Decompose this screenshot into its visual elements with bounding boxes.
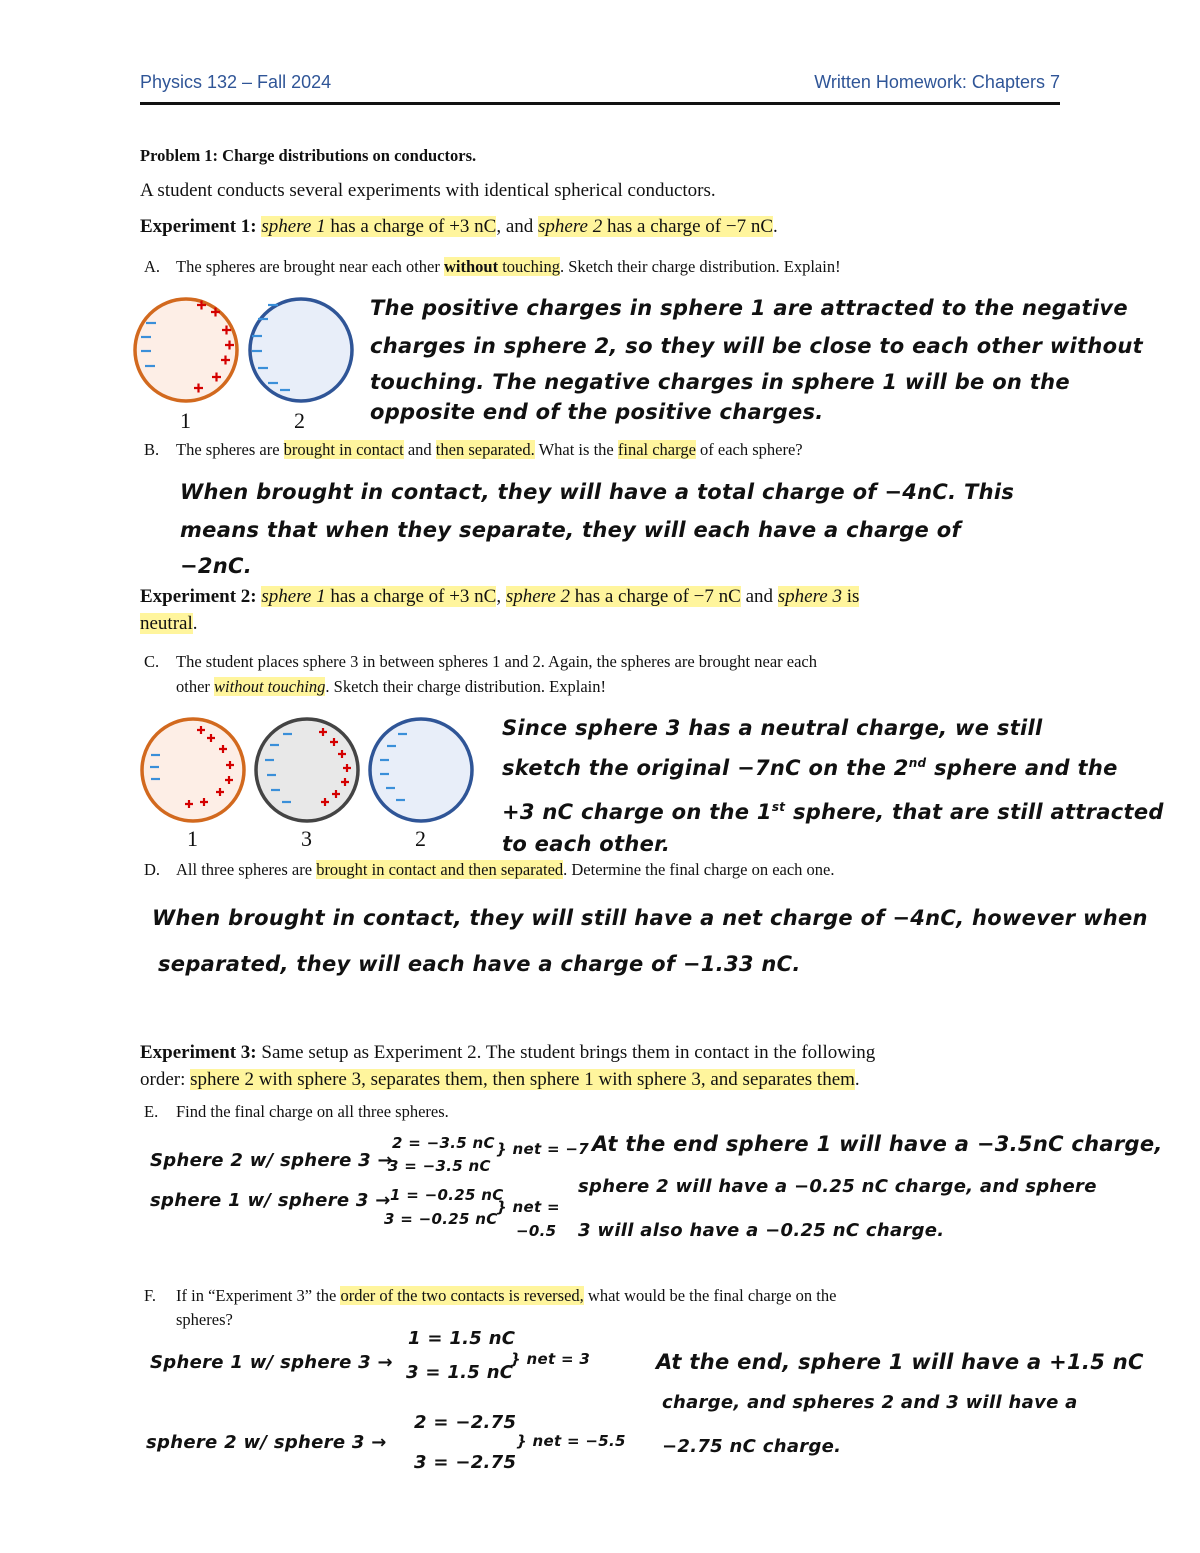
question-c-line-1: The student places sphere 3 in between spheres 1 and 2. Again, the spheres are brought near each	[176, 652, 817, 671]
experiment-2-statement	[140, 586, 859, 608]
exp1-sphere2-charge: has a charge of −7 nC	[602, 216, 773, 237]
work-e-step-1: Sphere 2 w/ sphere 3 →	[150, 1150, 393, 1171]
work-f-step-1: Sphere 1 w/ sphere 3 →	[150, 1352, 393, 1373]
exp2-sphere2-charge: has a charge of −7 nC	[570, 586, 741, 607]
work-f-net1: } net = 3	[510, 1350, 591, 1368]
work-e-r1a: 2 = −3.5 nC	[392, 1134, 495, 1152]
work-e-r1b: 3 = −3.5 nC	[388, 1157, 491, 1175]
answer-a-line-3: touching. The negative charges in sphere 1 will be on the	[370, 370, 1070, 394]
work-f-net2: } net = −5.5	[516, 1432, 626, 1450]
answer-c-line-4: to each other.	[502, 832, 671, 856]
work-f-r1a: 1 = 1.5 nC	[408, 1328, 516, 1349]
question-a-letter: A.	[144, 257, 161, 276]
qa-highlight-without: without	[444, 257, 499, 276]
qb-highlight-contact: brought in contact	[283, 440, 404, 459]
experiment-3-statement	[140, 1042, 875, 1064]
exp1-sphere1-name: sphere 1	[261, 216, 326, 237]
qc-t1: other	[176, 677, 215, 696]
diagram2-sphere-1	[142, 719, 244, 821]
answer-c-line-2-a: sketch the original −7nC on the 2	[502, 756, 909, 780]
work-e-r2b: 3 = −0.25 nC	[384, 1210, 498, 1228]
qb-highlight-final: final charge	[617, 440, 696, 459]
answer-b-line-1: When brought in contact, they will have a total charge of −4nC. This	[180, 480, 1015, 504]
question-c-letter: C.	[144, 652, 160, 671]
exp1-sep: , and	[496, 216, 539, 237]
exp3-highlight: sphere 2 with sphere 3, separates them, then sphere 1 with sphere 3, and separates them	[190, 1069, 855, 1090]
qb-t4: of each sphere?	[695, 440, 803, 459]
question-b-letter: B.	[144, 440, 160, 459]
answer-e-line-3: 3 will also have a −0.25 nC charge.	[578, 1220, 945, 1241]
diagram1-label-2: 2	[294, 408, 305, 433]
answer-b-line-2: means that when they separate, they will each have a charge of	[180, 518, 961, 542]
question-f-line-2: spheres?	[176, 1310, 233, 1329]
exp3-end: .	[854, 1069, 860, 1090]
qb-highlight-separated: then separated.	[435, 440, 535, 459]
exp2-sphere1-name: sphere 1	[261, 586, 326, 607]
qb-t3: What is the	[534, 440, 618, 459]
exp2-end: .	[192, 613, 198, 634]
sphere-diagram-1	[128, 288, 368, 434]
qd-t1: All three spheres are	[176, 860, 317, 879]
question-d-letter: D.	[144, 860, 161, 879]
header-assignment: Written Homework: Chapters 7	[814, 72, 1060, 92]
answer-c-sup-st: st	[771, 800, 786, 814]
exp2-sep2: and	[740, 586, 778, 607]
answer-c-line-1: Since sphere 3 has a neutral charge, we still	[502, 716, 1043, 740]
experiment-1-statement	[140, 216, 778, 238]
diagram1-sphere-2	[250, 299, 352, 401]
work-f-r2b: 3 = −2.75	[414, 1452, 517, 1473]
answer-f-line-1: At the end, sphere 1 will have a +1.5 nC	[656, 1350, 1144, 1374]
exp1-sphere1-charge: has a charge of +3 nC	[325, 216, 497, 237]
diagram2-label-2: 2	[415, 826, 426, 851]
answer-f-line-2: charge, and spheres 2 and 3 will have a	[662, 1392, 1078, 1413]
qf-t1: If in “Experiment 3” the	[176, 1286, 341, 1305]
answer-c-line-3	[502, 800, 1164, 824]
answer-a-line-4: opposite end of the positive charges.	[370, 400, 824, 424]
problem-title: Problem 1: Charge distributions on conductors.	[140, 146, 477, 165]
answer-e-line-1: At the end sphere 1 will have a −3.5nC charge,	[592, 1132, 1163, 1156]
answer-f-line-3: −2.75 nC charge.	[662, 1436, 842, 1457]
answer-a-line-1: The positive charges in sphere 1 are attracted to the negative	[370, 296, 1128, 320]
work-f-r1b: 3 = 1.5 nC	[406, 1362, 514, 1383]
question-a-text	[176, 257, 841, 277]
exp1-sphere2-name: sphere 2	[538, 216, 603, 237]
qd-t2: . Determine the final charge on each one.	[563, 860, 835, 879]
answer-c-sup-nd: nd	[908, 756, 927, 770]
question-e-text: Find the final charge on all three spheres.	[176, 1102, 449, 1121]
exp1-end: .	[773, 216, 778, 237]
header-course: Physics 132 – Fall 2024	[140, 72, 332, 92]
qb-t2: and	[403, 440, 436, 459]
exp2-sphere2-name: sphere 2	[505, 586, 571, 607]
diagram2-sphere-3	[256, 719, 358, 821]
question-b-text	[176, 440, 803, 460]
exp2-sphere3-is: is	[841, 586, 860, 607]
qc-t2: . Sketch their charge distribution. Explain!	[325, 677, 606, 696]
answer-d-line-2: separated, they will each have a charge of −1.33 nC.	[158, 952, 801, 976]
question-f-line-1	[176, 1286, 836, 1306]
header-rule	[140, 102, 1060, 105]
work-e-step-2: sphere 1 w/ sphere 3 →	[150, 1190, 391, 1211]
experiment-2-statement-cont	[140, 613, 198, 635]
diagram1-label-1: 1	[180, 408, 191, 433]
answer-c-line-2	[502, 756, 1118, 780]
experiment-1-label: Experiment 1:	[140, 216, 257, 237]
answer-a-line-2: charges in sphere 2, so they will be close to each other without	[370, 334, 1143, 358]
answer-e-line-2: sphere 2 will have a −0.25 nC charge, and sphere	[578, 1176, 1097, 1197]
answer-c-line-3-a: +3 nC charge on the 1	[502, 800, 772, 824]
work-e-r2a: 1 = −0.25 nC	[390, 1186, 504, 1204]
exp3-t2: order:	[140, 1069, 191, 1090]
answer-c-line-2-b: sphere and the	[934, 756, 1118, 780]
question-e-letter: E.	[144, 1102, 159, 1121]
qa-t3: . Sketch their charge distribution. Explain!	[559, 257, 841, 276]
qd-highlight: brought in contact and then separated	[316, 860, 564, 879]
sphere-diagram-2	[130, 710, 480, 856]
experiment-3-statement-cont	[140, 1069, 860, 1091]
work-e-net1: } net = −7	[496, 1140, 589, 1158]
experiment-2-label: Experiment 2:	[140, 586, 257, 607]
exp2-sphere3-name: sphere 3	[777, 586, 842, 607]
qb-t1: The spheres are	[176, 440, 284, 459]
answer-d-line-1: When brought in contact, they will still have a net charge of −4nC, however when	[152, 906, 1148, 930]
qf-t2: what would be the final charge on the	[583, 1286, 837, 1305]
problem-intro: A student conducts several experiments with identical spherical conductors.	[140, 180, 716, 201]
qa-highlight-touching: touching	[498, 257, 560, 276]
exp2-sep1: ,	[496, 586, 506, 607]
work-e-net2a: } net =	[496, 1198, 560, 1216]
question-f-letter: F.	[144, 1286, 156, 1305]
answer-b-line-3: −2nC.	[180, 554, 253, 578]
exp2-sphere1-charge: has a charge of +3 nC	[325, 586, 497, 607]
diagram2-label-1: 1	[187, 826, 198, 851]
experiment-3-label: Experiment 3:	[140, 1042, 257, 1063]
qc-highlight: without touching	[214, 677, 326, 696]
answer-c-line-3-b: sphere, that are still attracted	[792, 800, 1164, 824]
diagram2-sphere-2	[370, 719, 472, 821]
exp2-neutral: neutral	[140, 613, 193, 634]
qa-t1: The spheres are brought near each other	[176, 257, 444, 276]
work-e-net2b: −0.5	[516, 1222, 557, 1240]
work-f-step-2: sphere 2 w/ sphere 3 →	[146, 1432, 387, 1453]
exp3-t1: Same setup as Experiment 2. The student brings them in contact in the following	[256, 1042, 876, 1063]
question-c-line-2	[176, 677, 606, 697]
work-f-r2a: 2 = −2.75	[414, 1412, 517, 1433]
question-d-text	[176, 860, 835, 880]
diagram2-label-3: 3	[301, 826, 312, 851]
qf-highlight: order of the two contacts is reversed,	[340, 1286, 584, 1305]
